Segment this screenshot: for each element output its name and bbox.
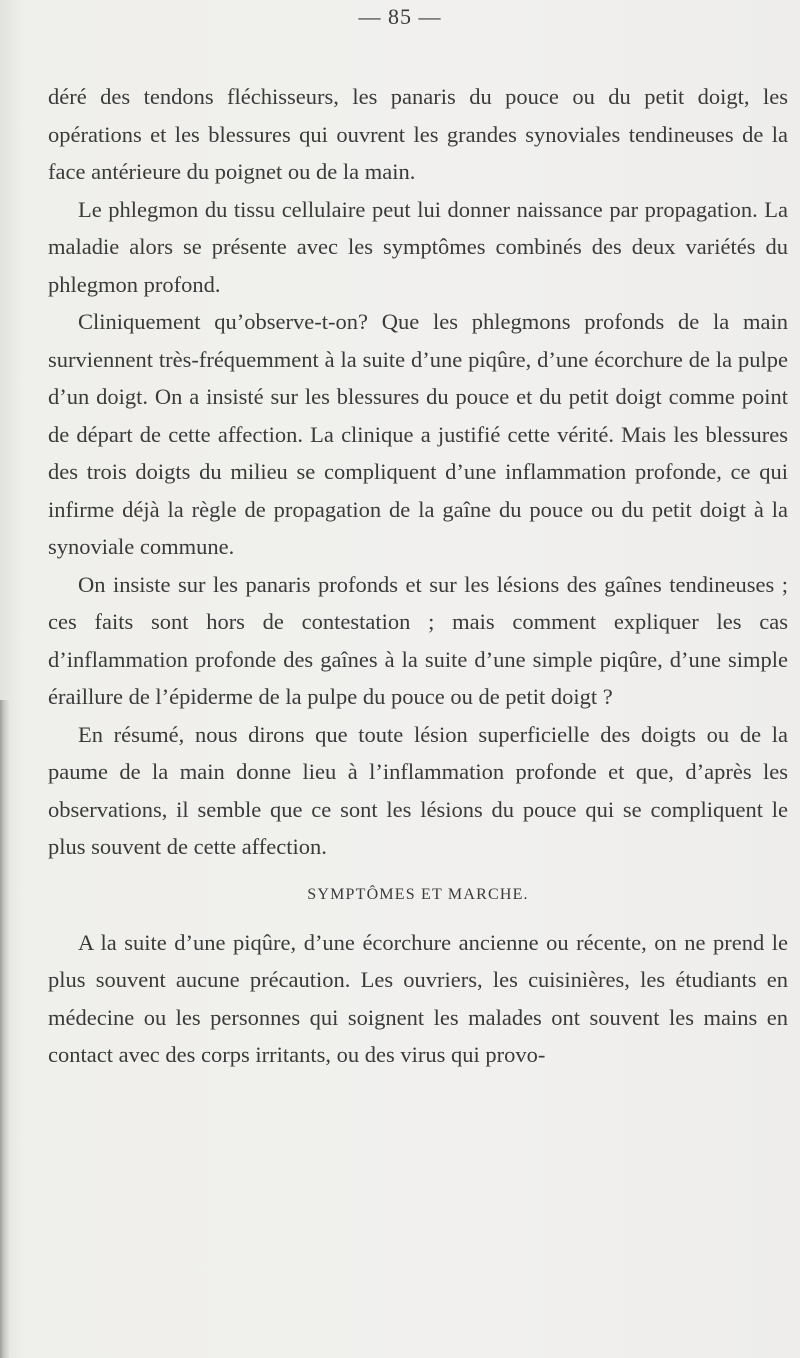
paragraph: On insiste sur les panaris profonds et sur les lésions des gaînes tendineuses ; ces faits sont hors de contestation ; mais comment expliquer les cas d’inflammation profonde des gaînes à la suite d’une simple piqûre, d’une simple éraillure de l’épiderme de la pulpe du pouce ou de petit doigt ? bbox=[48, 571, 788, 709]
binding-shadow bbox=[0, 700, 10, 1358]
paragraph: En résumé, nous dirons que toute lésion superficielle des doigts ou de la paume de la main donne lieu à l’inflammation profonde et que, d’après les observations, il semble que ce sont les lésions du pouce qui se compliquent le plus souvent de cette affection. bbox=[48, 721, 788, 859]
section-heading: SYMPTÔMES ET MARCHE. bbox=[307, 885, 529, 903]
page-number: — 85 — bbox=[358, 4, 442, 29]
paragraph: Le phlegmon du tissu cellulaire peut lui donner naissance par propagation. La maladie alors se présente avec les symptômes combinés des deux variétés du phlegmon profond. bbox=[48, 196, 788, 297]
paragraph-continuation: déré des tendons fléchisseurs, les panaris du pouce ou du petit doigt, les opérations et les blessures qui ouvrent les grandes synoviales tendineuses de la face antérieure du poignet ou de la main. bbox=[48, 84, 788, 184]
paragraph: A la suite d’une piqûre, d’une écorchure ancienne ou récente, on ne prend le plus souvent aucune précaution. Les ouvriers, les cuisinières, les étudiants en médecine ou les personnes qui soignent les malades ont souvent les mains en contact avec des corps irritants, ou des virus qui provo- bbox=[48, 929, 788, 1067]
page-body bbox=[48, 78, 788, 1074]
paragraph: Cliniquement qu’observe-t-on? Que les phlegmons profonds de la main surviennent très-fréquemment à la suite d’une piqûre, d’une écorchure de la pulpe d’un doigt. On a insisté sur les blessures du pouce et du petit doigt comme point de départ de cette affection. La clinique a justifié cette vérité. Mais les blessures des trois doigts du milieu se compliquent d’une inflammation profonde, ce qui infirme déjà la règle de propagation de la gaîne du pouce ou du petit doigt à la synoviale commune. bbox=[48, 309, 788, 559]
